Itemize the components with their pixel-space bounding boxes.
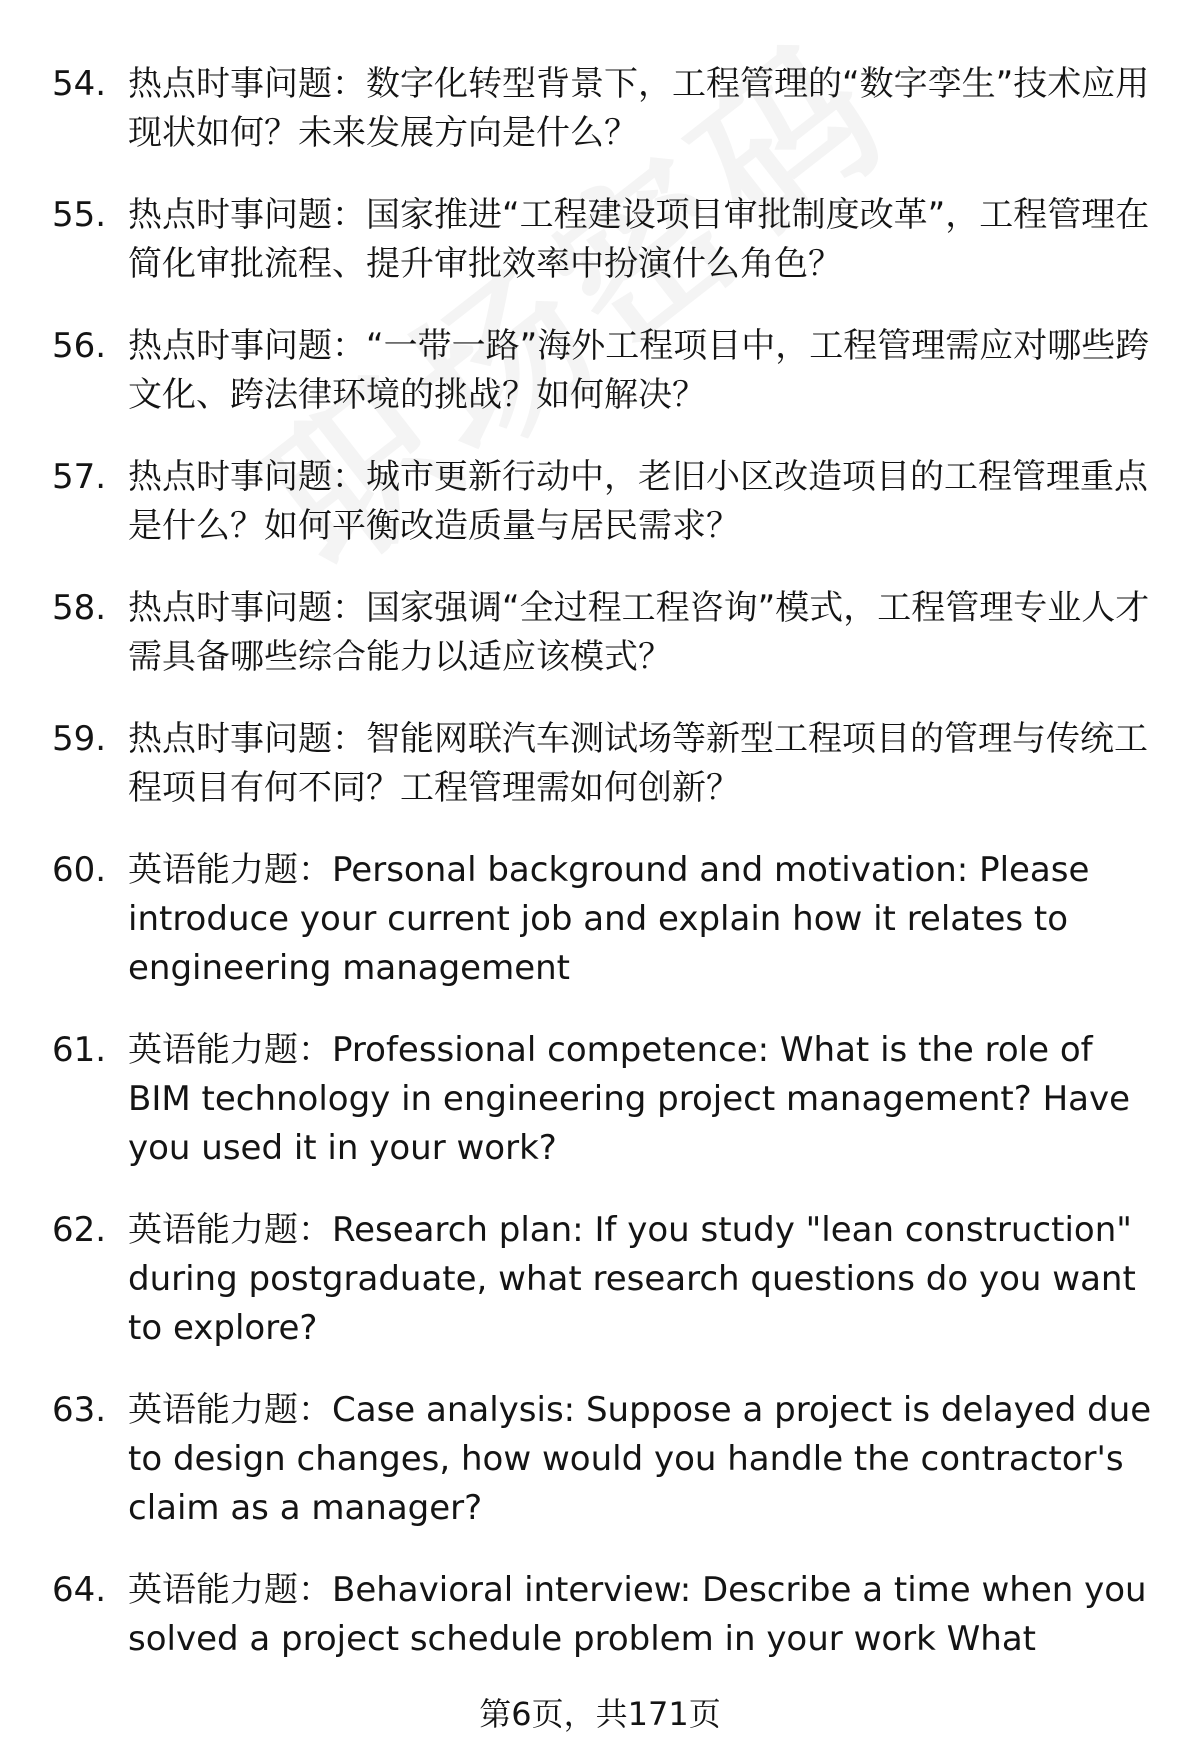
question-number: 54. <box>52 64 107 104</box>
page-number-label: 第6页，共171页 <box>479 1695 721 1733</box>
question-text: Professional competence: What is the role of BIM technology in engineering project management? Have you used it in your work? <box>128 1030 1131 1168</box>
question-text: Research plan: If you study "lean construction" during postgraduate, what research questions do you want to explore? <box>128 1210 1136 1348</box>
question-item <box>52 1206 1152 1353</box>
question-body <box>128 60 1152 158</box>
question-number: 64. <box>52 1570 107 1610</box>
question-item <box>52 715 1152 813</box>
question-category: 热点时事问题： <box>128 64 366 104</box>
question-number: 62. <box>52 1210 107 1250</box>
question-category: 英语能力题： <box>128 1570 332 1610</box>
question-category: 英语能力题： <box>128 1030 332 1070</box>
question-body <box>128 846 1152 993</box>
question-text: Personal background and motivation: Please introduce your current job and explain how it relates to engineering management <box>128 850 1090 988</box>
question-item <box>52 322 1152 420</box>
question-number: 58. <box>52 588 107 628</box>
question-item <box>52 584 1152 682</box>
question-item <box>52 453 1152 551</box>
question-number: 61. <box>52 1030 107 1070</box>
question-category: 英语能力题： <box>128 1390 332 1430</box>
question-body <box>128 453 1152 551</box>
question-number: 56. <box>52 326 107 366</box>
question-category: 热点时事问题： <box>128 588 366 628</box>
question-number: 57. <box>52 457 107 497</box>
question-item <box>52 1386 1152 1533</box>
question-category: 热点时事问题： <box>128 326 366 366</box>
question-item <box>52 60 1152 158</box>
question-body <box>128 715 1152 813</box>
question-body <box>128 584 1152 682</box>
question-number: 63. <box>52 1390 107 1430</box>
question-body <box>128 191 1152 289</box>
question-body <box>128 1386 1152 1533</box>
question-number: 55. <box>52 195 107 235</box>
question-body <box>128 1566 1152 1664</box>
question-body <box>128 322 1152 420</box>
page-footer <box>0 1692 1200 1736</box>
question-body <box>128 1026 1152 1173</box>
question-text: 国家推进“工程建设项目审批制度改革”，工程管理在简化审批流程、提升审批效率中扮演什么角色？ <box>128 195 1150 284</box>
question-category: 英语能力题： <box>128 1210 332 1250</box>
question-text: Case analysis: Suppose a project is delayed due to design changes, how would you handle the contractor's claim as a manager? <box>128 1390 1152 1528</box>
question-text: “一带一路”海外工程项目中，工程管理需应对哪些跨文化、跨法律环境的挑战？如何解决？ <box>128 326 1150 415</box>
question-item <box>52 1566 1152 1664</box>
question-category: 热点时事问题： <box>128 457 366 497</box>
question-item <box>52 191 1152 289</box>
question-text: 国家强调“全过程工程咨询”模式，工程管理专业人才需具备哪些综合能力以适应该模式？ <box>128 588 1150 677</box>
question-list <box>52 60 1152 1664</box>
question-text: 数字化转型背景下，工程管理的“数字孪生”技术应用现状如何？未来发展方向是什么？ <box>128 64 1150 153</box>
question-text: Behavioral interview: Describe a time when you solved a project schedule problem in your work What <box>128 1570 1147 1659</box>
question-number: 60. <box>52 850 107 890</box>
question-item <box>52 1026 1152 1173</box>
question-category: 英语能力题： <box>128 850 332 890</box>
question-text: 智能网联汽车测试场等新型工程项目的管理与传统工程项目有何不同？工程管理需如何创新？ <box>128 719 1148 808</box>
question-text: 城市更新行动中，老旧小区改造项目的工程管理重点是什么？如何平衡改造质量与居民需求？ <box>128 457 1148 546</box>
question-category: 热点时事问题： <box>128 195 366 235</box>
question-category: 热点时事问题： <box>128 719 366 759</box>
question-item <box>52 846 1152 993</box>
question-number: 59. <box>52 719 107 759</box>
question-body <box>128 1206 1152 1353</box>
